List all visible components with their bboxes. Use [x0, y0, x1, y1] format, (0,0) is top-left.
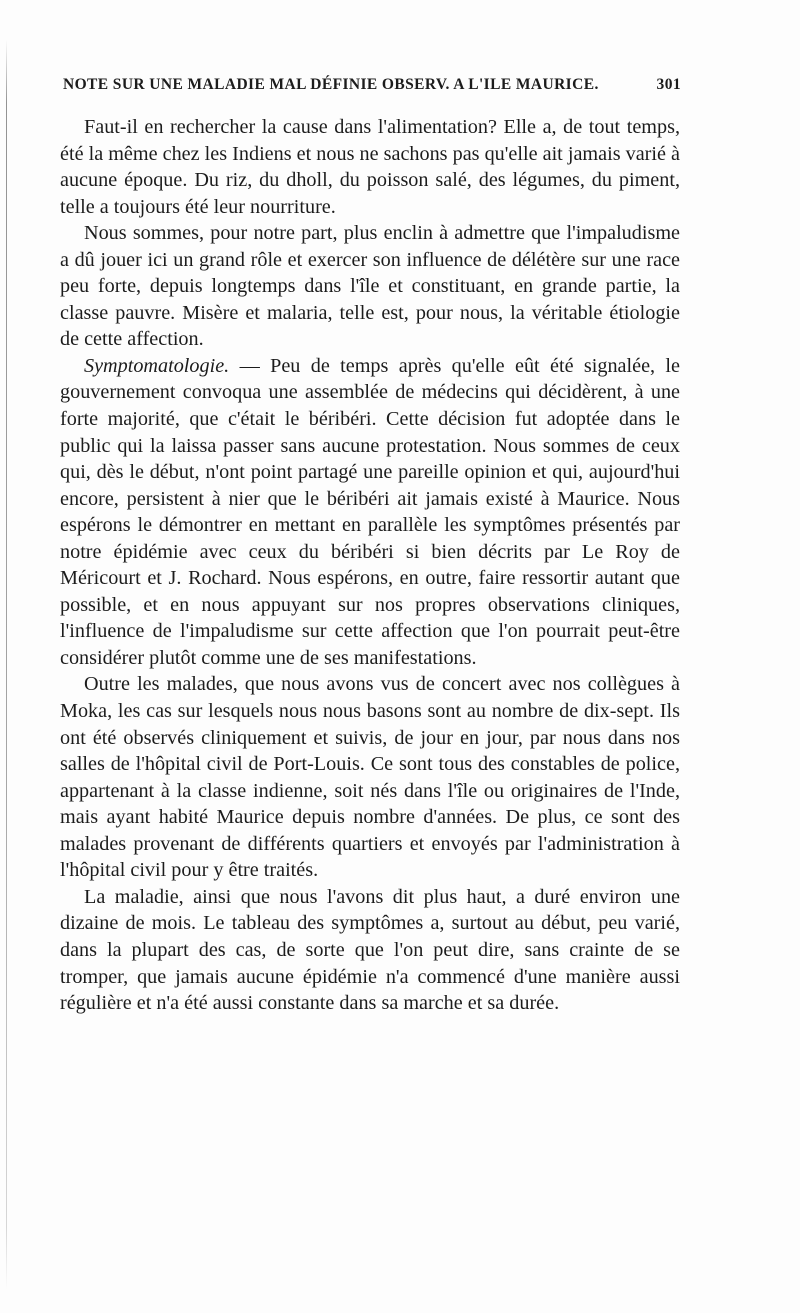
paragraph-alimentation	[60, 114, 680, 220]
binding-edge-line	[6, 40, 7, 1290]
paragraph-text: La maladie, ainsi que nous l'avons dit plus haut, a duré environ une dizaine de mois. Le tableau des symptômes a, surtout au début, peu varié, dans la plupart des cas, de sorte que l'on peut dire, sans crainte de se tromper, que jamais aucune épidémie n'a commencé d'une manière aussi régulière et n'a été aussi constante dans sa marche et sa durée.	[60, 885, 680, 1015]
paragraph-duree-maladie	[60, 884, 680, 1017]
paragraph-text: Outre les malades, que nous avons vus de concert avec nos collègues à Moka, les cas sur lesquels nous nous basons sont au nombre de dix-sept. Ils ont été observés cliniquement et suivis, de jour en jour, par nous dans nos salles de l'hôpital civil de Port-Louis. Ce sont tous des constables de police, appartenant à la classe indienne, soit nés dans l'île ou originaires de l'Inde, mais ayant habité Maurice depuis nombre d'années. De plus, ce sont des malades provenant de différents quartiers et envoyés par l'administration à l'hôpital civil pour y être traités.	[60, 673, 680, 882]
paragraph-text: — Peu de temps après qu'elle eût été signalée, le gouvernement convoqua une assemblée de médecins qui décidèrent, à une forte majorité, que c'était le béribéri. Cette décision fut adoptée dans le public qui la laissa passer sans aucune protestation. Nous sommes de ceux qui, dès le début, n'ont point partagé une pareille opinion et qui, aujourd'hui encore, persistent à nier que le béribéri ait jamais existé à Maurice. Nous espérons le démontrer en mettant en parallèle les symptômes présentés par notre épidémie avec ceux du béribéri si bien décrits par Le Roy de Méricourt et J. Rochard. Nous espérons, en outre, faire ressortir autant que possible, et en nous appuyant sur nos propres observations cliniques, l'influence de l'impaludisme sur cette affection que l'on pourrait peut-être considérer plutôt comme une de ses manifestations.	[60, 354, 680, 669]
paragraph-impaludisme	[60, 220, 680, 353]
paragraph-symptomatologie	[60, 353, 680, 672]
body-text	[60, 114, 680, 1017]
section-lead-symptomatologie: Symptomatologie.	[84, 354, 230, 377]
running-title: NOTE SUR UNE MALADIE MAL DÉFINIE OBSERV. A L'ILE MAURICE.	[63, 76, 599, 93]
paragraph-text: Faut-il en rechercher la cause dans l'alimentation? Elle a, de tout temps, été la même chez les Indiens et nous ne sachons pas qu'elle ait jamais varié à aucune époque. Du riz, du dholl, du poisson salé, des légumes, du piment, telle a toujours été leur nourriture.	[60, 116, 680, 218]
page-number: 301	[656, 76, 681, 93]
paragraph-text: Nous sommes, pour notre part, plus enclin à admettre que l'impaludisme a dû jouer ici un grand rôle et exercer son influence de délétère sur une race peu forte, depuis longtemps dans l'île et constituant, en grande partie, la classe pauvre. Misère et malaria, telle est, pour nous, la véritable étiologie de cette affection.	[60, 222, 680, 351]
page-header	[63, 76, 681, 100]
paragraph-cas-observes	[60, 671, 680, 883]
